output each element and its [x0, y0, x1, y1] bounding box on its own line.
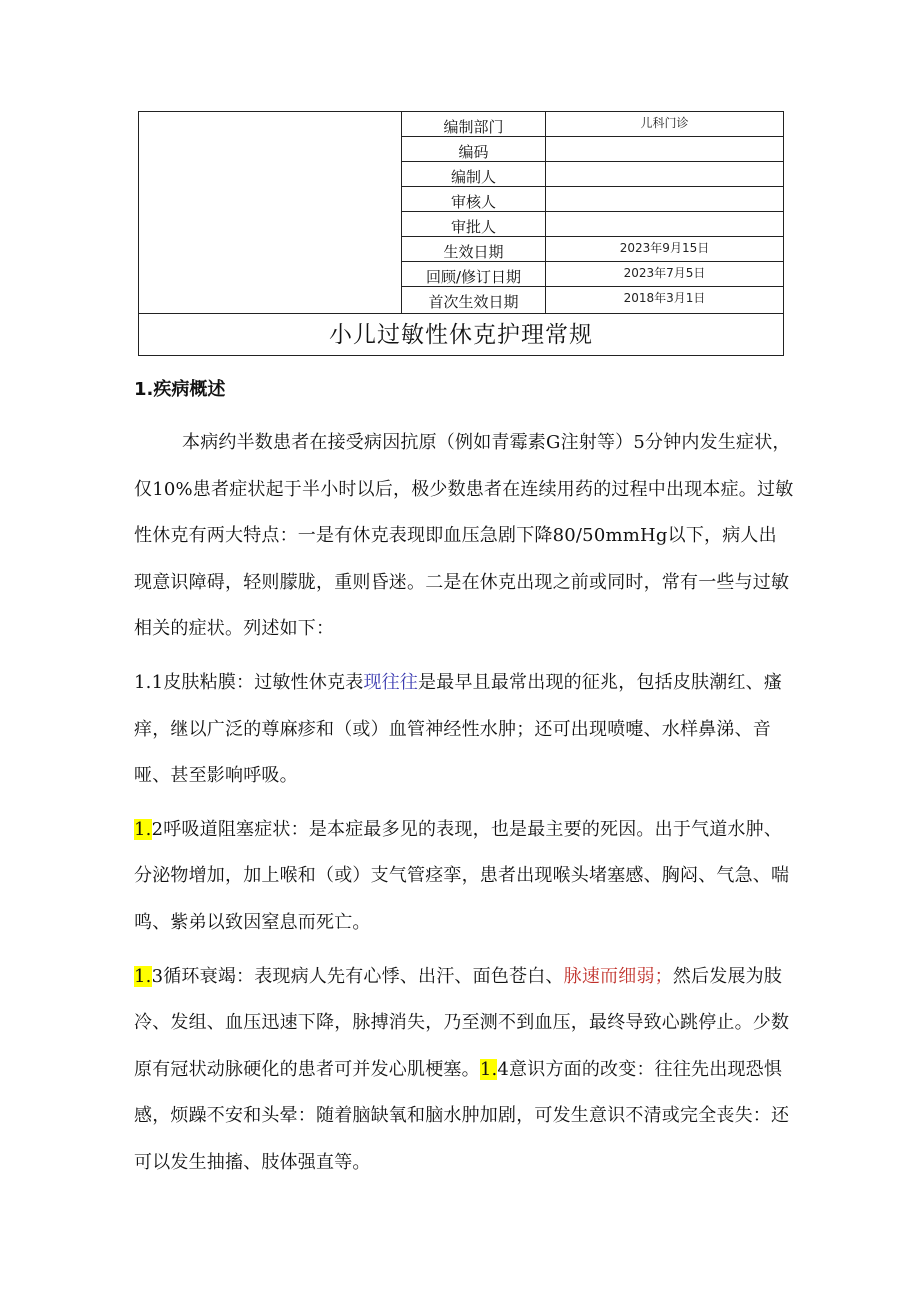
- body-text: [134, 420, 794, 1194]
- document-title: 小儿过敏性休克护理常规: [139, 313, 783, 355]
- p11-text-b: 是最早且最常出现的征兆，包括皮肤潮红、瘙痒，继以广泛的尊麻疹和（或）血管神经性水肿；还可出现喷嚏、水样鼻涕、音哑、甚至影响呼吸。: [134, 671, 783, 787]
- meta-row: [402, 287, 783, 313]
- p11-blue-text: 现往往: [363, 671, 419, 693]
- meta-value: 2023年7月5日: [623, 266, 706, 280]
- meta-value: 2023年9月15日: [619, 241, 710, 255]
- metadata-rows: [402, 112, 783, 313]
- p14-text: 4意识方面的改变：往往先出现恐惧感，烦躁不安和头晕：随着脑缺氧和脑水肿加剧，可发生意识不清或完全丧失：还可以发生抽搐、肢体强直等。: [134, 1058, 790, 1173]
- meta-label: 首次生效日期: [402, 287, 546, 313]
- paragraph-1-2: [134, 807, 794, 947]
- section-heading: 1.疾病概述: [134, 379, 226, 400]
- meta-row: [402, 262, 783, 287]
- meta-label: 审核人: [402, 187, 546, 211]
- logo-blank-cell: [139, 112, 402, 313]
- meta-label: 编制部门: [402, 112, 546, 136]
- meta-row: [402, 237, 783, 262]
- meta-row: [402, 187, 783, 212]
- meta-label: 回顾/修订日期: [402, 262, 546, 286]
- meta-value: [546, 137, 783, 161]
- paragraph-1-3: [134, 954, 794, 1187]
- document-header-table: [138, 111, 784, 356]
- p12-text: 2呼吸道阻塞症状：是本症最多见的表现，也是最主要的死因。出于气道水肿、分泌物增加，加上喉和（或）支气管痉挛，患者出现喉头堵塞感、胸闷、气急、喘鸣、紫弟以致因窒息而死亡。: [134, 818, 790, 933]
- meta-row: [402, 162, 783, 187]
- meta-value: [546, 162, 783, 186]
- meta-row: [402, 137, 783, 162]
- intro-paragraph: 本病约半数患者在接受病因抗原（例如青霉素G注射等）5分钟内发生症状，仅10%患者症状起于半小时以后，极少数患者在连续用药的过程中出现本症。过敏性休克有两大特点：一是有休克表现即血压急剧下降80/50mmHg以下，病人出现意识障碍，轻则朦胧，重则昏迷。二是在休克出现之前或同时，常有一些与过敏相关的症状。列述如下：: [134, 432, 794, 640]
- meta-label: 生效日期: [402, 237, 546, 261]
- p13-red-text: 脉速而细弱；: [563, 965, 673, 987]
- p13-text-b: 然后发展为肢冷、发组、血压迅速下降，脉搏消失，乃至测不到血压，最终导致心跳停止。少数原有冠状动脉硬化的患者可并发心肌梗塞。: [134, 965, 790, 1080]
- p12-highlight: 1.: [134, 818, 152, 840]
- p13-highlight: 1.: [134, 965, 152, 987]
- meta-row: [402, 112, 783, 137]
- meta-value: 儿科门诊: [640, 116, 689, 130]
- meta-value: [546, 187, 783, 211]
- p13-text-a: 3循环衰竭：表现病人先有心悸、出汗、面色苍白、: [151, 965, 564, 987]
- p14-highlight: 1.: [479, 1058, 498, 1080]
- meta-row: [402, 212, 783, 237]
- meta-value: [546, 212, 783, 236]
- meta-label: 审批人: [402, 212, 546, 236]
- meta-value: 2018年3月1日: [623, 291, 706, 305]
- paragraph-1-1: [134, 660, 794, 800]
- meta-label: 编制人: [402, 162, 546, 186]
- meta-label: 编码: [402, 137, 546, 161]
- p11-text-a: 1.1皮肤粘膜：过敏性休克表: [134, 671, 364, 693]
